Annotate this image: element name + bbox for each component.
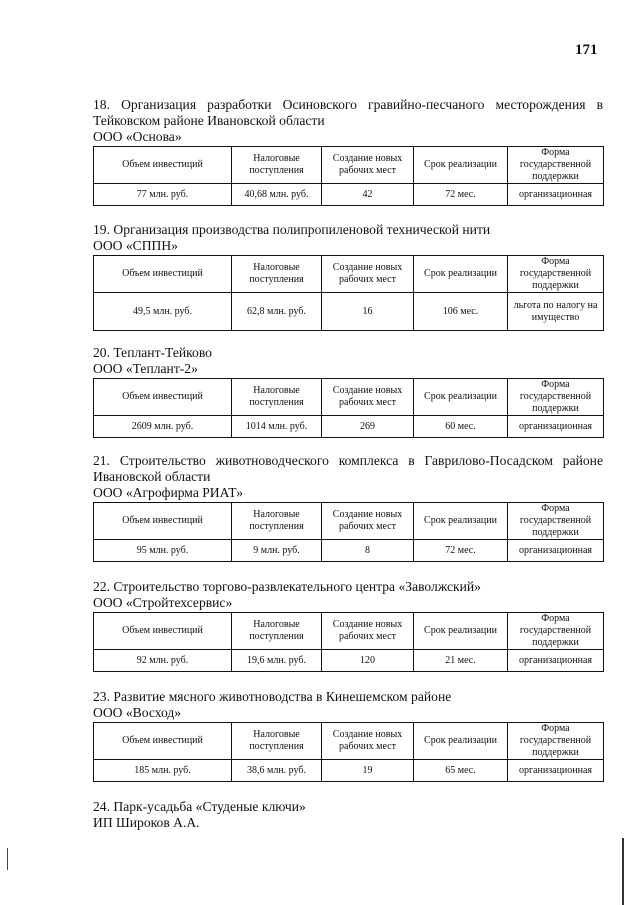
header-investment: Объем инвестиций bbox=[94, 379, 232, 416]
header-support: Форма государственной поддержки bbox=[508, 613, 604, 650]
value-jobs: 19 bbox=[322, 760, 414, 782]
header-investment: Объем инвестиций bbox=[94, 256, 232, 293]
value-support: льгота по налогу на имущество bbox=[508, 293, 604, 331]
value-jobs: 120 bbox=[322, 650, 414, 672]
header-jobs: Создание новых рабочих мест bbox=[322, 613, 414, 650]
value-support: организационная bbox=[508, 540, 604, 562]
project-24 bbox=[93, 799, 603, 832]
header-investment: Объем инвестиций bbox=[94, 147, 232, 184]
value-jobs: 8 bbox=[322, 540, 414, 562]
value-support: организационная bbox=[508, 650, 604, 672]
project-company: ООО «СППН» bbox=[93, 238, 178, 253]
header-jobs: Создание новых рабочих мест bbox=[322, 379, 414, 416]
header-support: Форма государственной поддержки bbox=[508, 256, 604, 293]
project-table bbox=[93, 146, 604, 206]
value-investment: 95 млн. руб. bbox=[94, 540, 232, 562]
project-22 bbox=[93, 579, 603, 672]
page-number: 171 bbox=[575, 42, 598, 58]
header-jobs: Создание новых рабочих мест bbox=[322, 723, 414, 760]
project-company: ИП Широков А.А. bbox=[93, 815, 200, 830]
value-investment: 92 млн. руб. bbox=[94, 650, 232, 672]
project-20 bbox=[93, 345, 603, 438]
project-19 bbox=[93, 222, 603, 331]
header-jobs: Создание новых рабочих мест bbox=[322, 503, 414, 540]
header-tax: Налоговые поступления bbox=[232, 503, 322, 540]
project-title: 20. Теплант-Тейково bbox=[93, 345, 212, 360]
project-table bbox=[93, 722, 604, 782]
value-term: 72 мес. bbox=[414, 184, 508, 206]
value-term: 21 мес. bbox=[414, 650, 508, 672]
header-tax: Налоговые поступления bbox=[232, 379, 322, 416]
value-investment: 49,5 млн. руб. bbox=[94, 293, 232, 331]
project-table bbox=[93, 502, 604, 562]
project-title: 18. Организация разработки Осиновского гравийно-песчаного месторождения в Тейковском районе Ивановской области bbox=[93, 97, 603, 128]
header-tax: Налоговые поступления bbox=[232, 723, 322, 760]
value-investment: 185 млн. руб. bbox=[94, 760, 232, 782]
project-23 bbox=[93, 689, 603, 782]
value-jobs: 16 bbox=[322, 293, 414, 331]
value-tax: 9 млн. руб. bbox=[232, 540, 322, 562]
header-jobs: Создание новых рабочих мест bbox=[322, 256, 414, 293]
header-term: Срок реализации bbox=[414, 379, 508, 416]
header-support: Форма государственной поддержки bbox=[508, 379, 604, 416]
header-term: Срок реализации bbox=[414, 503, 508, 540]
value-term: 60 мес. bbox=[414, 416, 508, 438]
value-tax: 19,6 млн. руб. bbox=[232, 650, 322, 672]
value-support: организационная bbox=[508, 760, 604, 782]
project-company: ООО «Основа» bbox=[93, 129, 182, 144]
header-support: Форма государственной поддержки bbox=[508, 503, 604, 540]
project-table bbox=[93, 378, 604, 438]
project-table bbox=[93, 612, 604, 672]
value-jobs: 269 bbox=[322, 416, 414, 438]
header-investment: Объем инвестиций bbox=[94, 503, 232, 540]
project-title: 23. Развитие мясного животноводства в Кинешемском районе bbox=[93, 689, 452, 704]
project-18 bbox=[93, 97, 603, 206]
value-tax: 62,8 млн. руб. bbox=[232, 293, 322, 331]
header-tax: Налоговые поступления bbox=[232, 256, 322, 293]
header-term: Срок реализации bbox=[414, 147, 508, 184]
project-title: 24. Парк-усадьба «Студеные ключи» bbox=[93, 799, 306, 814]
header-jobs: Создание новых рабочих мест bbox=[322, 147, 414, 184]
project-company: ООО «Восход» bbox=[93, 705, 182, 720]
value-tax: 40,68 млн. руб. bbox=[232, 184, 322, 206]
header-investment: Объем инвестиций bbox=[94, 613, 232, 650]
project-title: 22. Строительство торгово-развлекательного центра «Заволжский» bbox=[93, 579, 481, 594]
value-jobs: 42 bbox=[322, 184, 414, 206]
project-company: ООО «Теплант-2» bbox=[93, 361, 198, 376]
project-company: ООО «Агрофирма РИАТ» bbox=[93, 485, 243, 500]
project-title: 19. Организация производства полипропиленовой технической нити bbox=[93, 222, 491, 237]
value-support: организационная bbox=[508, 184, 604, 206]
value-investment: 77 млн. руб. bbox=[94, 184, 232, 206]
header-tax: Налоговые поступления bbox=[232, 613, 322, 650]
value-investment: 2609 млн. руб. bbox=[94, 416, 232, 438]
header-tax: Налоговые поступления bbox=[232, 147, 322, 184]
project-21 bbox=[93, 453, 603, 562]
scan-mark-right bbox=[622, 838, 624, 905]
value-support: организационная bbox=[508, 416, 604, 438]
value-term: 65 мес. bbox=[414, 760, 508, 782]
project-title: 21. Строительство животноводческого комплекса в Гаврилово-Посадском районе Ивановской области bbox=[93, 453, 603, 484]
value-term: 72 мес. bbox=[414, 540, 508, 562]
header-term: Срок реализации bbox=[414, 613, 508, 650]
value-tax: 1014 млн. руб. bbox=[232, 416, 322, 438]
project-company: ООО «Стройтехсервис» bbox=[93, 595, 233, 610]
header-term: Срок реализации bbox=[414, 256, 508, 293]
header-support: Форма государственной поддержки bbox=[508, 723, 604, 760]
project-table bbox=[93, 255, 604, 331]
header-term: Срок реализации bbox=[414, 723, 508, 760]
scan-mark-left bbox=[7, 848, 8, 870]
value-term: 106 мес. bbox=[414, 293, 508, 331]
header-investment: Объем инвестиций bbox=[94, 723, 232, 760]
value-tax: 38,6 млн. руб. bbox=[232, 760, 322, 782]
header-support: Форма государственной поддержки bbox=[508, 147, 604, 184]
